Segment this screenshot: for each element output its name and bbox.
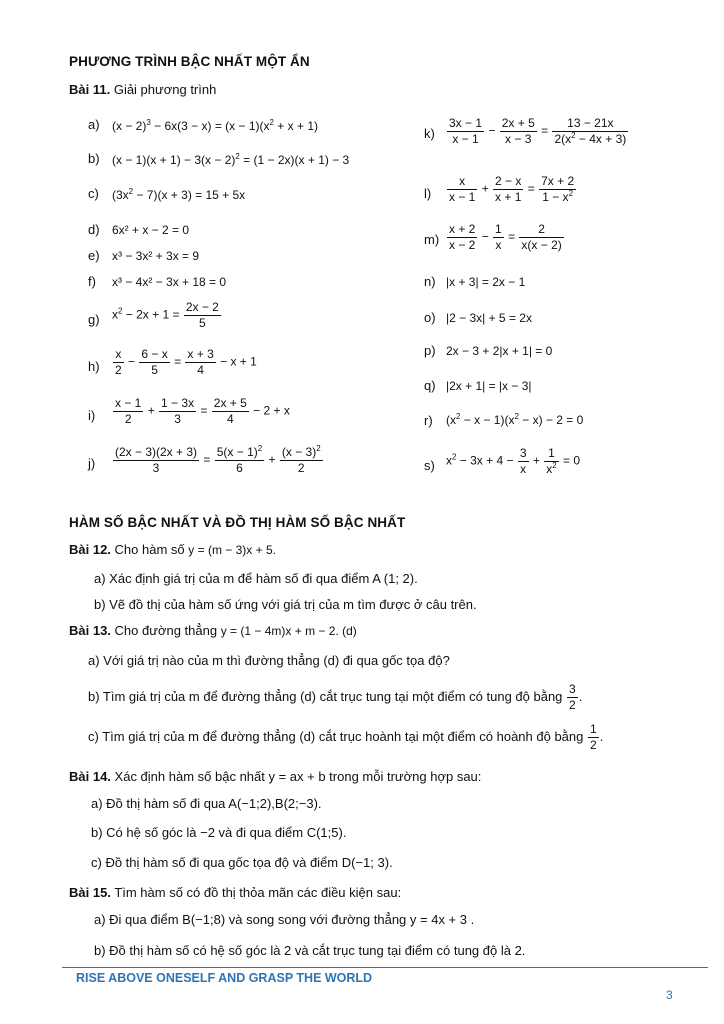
problem-14-b: b) Có hệ số góc là −2 và đi qua điểm C(1;5). xyxy=(91,825,347,840)
item-n-expr: |x + 3| = 2x − 1 xyxy=(446,275,526,289)
item-c-label: c) xyxy=(88,186,99,201)
footer-slogan: RISE ABOVE ONESELF AND GRASP THE WORLD xyxy=(76,971,373,985)
problem-11-heading xyxy=(69,82,216,97)
item-q-label: q) xyxy=(424,378,436,393)
item-l-label: l) xyxy=(424,186,432,201)
problem-15-heading xyxy=(69,885,401,900)
item-a-expr: $(x - 2)^3 - 6x(3 - x) = (x - 1)(x^2 + x + 1)$ xyxy=(112,118,318,133)
problem-14-heading xyxy=(69,769,481,784)
problem-14-c: c) Đồ thị hàm số đi qua gốc tọa độ và điểm D(−1; 3). xyxy=(91,855,393,870)
item-d-expr: 6x² + x − 2 = 0 xyxy=(112,223,190,237)
problem-12-a: a) Xác định giá trị của m để hàm số đi qua điểm A (1; 2). xyxy=(94,571,418,586)
item-m-label: m) xyxy=(424,232,440,247)
item-d-label: d) xyxy=(88,222,100,237)
problem-13-heading xyxy=(69,623,357,638)
item-b-expr: $(x - 1)(x + 1) - 3(x - 2)^2 = (1 - 2x)(x + 1) - 3$ xyxy=(112,152,350,167)
section-title-linear-functions: HÀM SỐ BẬC NHẤT VÀ ĐỒ THỊ HÀM SỐ BẬC NHẤT xyxy=(69,515,406,530)
item-q-expr: |2x + 1| = |x − 3| xyxy=(446,379,532,393)
item-j-label: j) xyxy=(88,456,96,471)
item-a-label: a) xyxy=(88,117,100,132)
problem-14-a: a) Đồ thị hàm số đi qua A(−1;2),B(2;−3). xyxy=(91,796,322,811)
problem-15-a: a) Đi qua điểm B(−1;8) và song song với đường thẳng y = 4x + 3 . xyxy=(94,912,475,927)
problem-text: Tìm hàm số có đồ thị thỏa mãn các điều kiện sau: xyxy=(114,885,402,900)
section-title-linear-equations: PHƯƠNG TRÌNH BẬC NHẤT MỘT ẨN xyxy=(69,54,310,69)
item-k-label: k) xyxy=(424,126,435,141)
item-b-label: b) xyxy=(88,151,100,166)
fraction-three-halves: $\frac{3}{2}$ xyxy=(569,682,576,712)
problem-15-b: b) Đồ thị hàm số có hệ số góc là 2 và cắt trục tung tại điểm có tung độ là 2. xyxy=(94,943,526,958)
item-i-expr: $\frac{x - 1}{2}$ + $\frac{1 - 3x}{3}$ = $\frac{2x + 5}{4}$ − 2 + x xyxy=(115,396,290,426)
item-p-expr: 2x − 3 + 2|x + 1| = 0 xyxy=(446,344,553,358)
problem-12-b: b) Vẽ đồ thị của hàm số ứng với giá trị của m tìm được ở câu trên. xyxy=(94,597,477,612)
page-number: 3 xyxy=(666,988,673,1002)
item-f-label: f) xyxy=(88,274,96,289)
problem-text: Cho đường thẳng xyxy=(114,623,218,638)
item-g-label: g) xyxy=(88,312,100,327)
item-o-expr: |2 − 3x| + 5 = 2x xyxy=(446,311,532,325)
problem-label: Bài 11. xyxy=(69,82,111,97)
problem-13-c-text: c) Tìm giá trị của m để đường thẳng (d) cắt trục hoành tại một điểm có hoành độ bằng xyxy=(88,728,584,744)
item-i-label: i) xyxy=(88,408,96,423)
problem-expr: y = (1 − 4m)x + m − 2. (d) xyxy=(220,624,357,638)
item-o-label: o) xyxy=(424,310,436,325)
problem-13-b-text: b) Tìm giá trị của m để đường thẳng (d) cắt trục tung tại một điểm có tung độ bằng xyxy=(88,688,563,704)
item-r-label: r) xyxy=(424,413,433,428)
problem-text: Giải phương trình xyxy=(113,82,217,97)
item-s-expr: $x^2 - 3x + 4$ − $\frac{3}{x}$ + $\frac{1}{x^2}$ = 0 xyxy=(446,446,581,476)
item-r-expr: $(x^2 - x - 1)(x^2 - x) - 2 = 0$ xyxy=(446,412,584,427)
problem-label: Bài 13. xyxy=(69,623,111,638)
item-h-label: h) xyxy=(88,359,100,374)
problem-label: Bài 12. xyxy=(69,542,111,557)
item-n-label: n) xyxy=(424,274,436,289)
problem-expr: y = (m − 3)x + 5. xyxy=(188,543,276,557)
item-c-expr: $(3x^2 - 7)(x + 3) = 15 + 5x$ xyxy=(112,187,246,202)
problem-label: Bài 14. xyxy=(69,769,111,784)
item-e-expr: x³ − 3x² + 3x = 9 xyxy=(112,249,200,263)
item-p-label: p) xyxy=(424,343,436,358)
problem-label: Bài 15. xyxy=(69,885,111,900)
item-e-label: e) xyxy=(88,248,100,263)
problem-text: Cho hàm số xyxy=(114,542,185,557)
problem-13-c: c) Tìm giá trị của m để đường thẳng (d) cắt trục hoành tại một điểm có hoành độ bằng $\frac{1}{2}$ . xyxy=(88,722,604,752)
item-g-expr: $x^2 - 2x + 1$ = $\frac{2x - 2}{5}$ xyxy=(112,300,219,330)
item-l-expr: $\frac{x}{x - 1}$ + $\frac{2 - x}{x + 1}$ = $\frac{7x + 2}{1 - x^2}$ xyxy=(449,174,575,204)
item-k-expr: $\frac{3x - 1}{x - 1}$ − $\frac{2x + 5}{x - 3}$ = $\frac{13 - 21x}{2(x^2 - 4x + 3)}$ xyxy=(449,116,627,146)
fraction-one-half: $\frac{1}{2}$ xyxy=(590,722,597,752)
footer-divider xyxy=(62,967,708,968)
problem-13-b: b) Tìm giá trị của m để đường thẳng (d) cắt trục tung tại một điểm có tung độ bằng $\frac{3}{2}$ . xyxy=(88,682,583,712)
item-f-expr: x³ − 4x² − 3x + 18 = 0 xyxy=(112,275,227,289)
problem-text: Xác định hàm số bậc nhất y = ax + b trong mỗi trường hợp sau: xyxy=(114,769,482,784)
item-s-label: s) xyxy=(424,458,435,473)
problem-13-a: a) Với giá trị nào của m thì đường thẳng (d) đi qua gốc tọa độ? xyxy=(88,653,450,668)
item-j-expr: $\frac{(2x - 3)(2x + 3)}{3}$ = $\frac{5(x - 1)^2}{6}$ + $\frac{(x - 3)^2}{2}$ xyxy=(115,444,321,475)
problem-12-heading xyxy=(69,542,276,557)
item-h-expr: $\frac{x}{2}$ − $\frac{6 - x}{5}$ = $\frac{x + 3}{4}$ − x + 1 xyxy=(115,347,257,377)
item-m-expr: $\frac{x + 2}{x - 2}$ − $\frac{1}{x}$ = $\frac{2}{x(x - 2)}$ xyxy=(449,222,562,252)
